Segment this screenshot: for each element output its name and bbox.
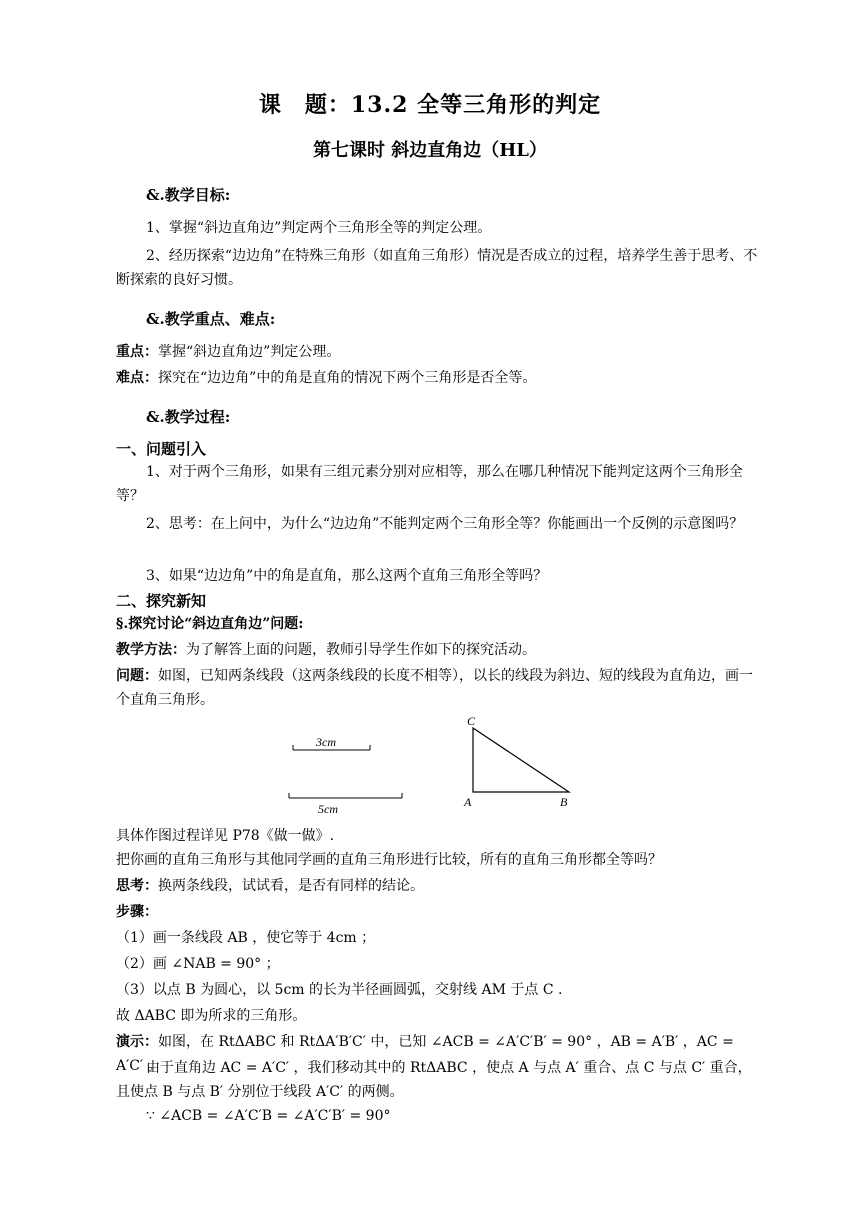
keypoint-focus <box>116 340 764 364</box>
section-keypoints-heading: &.教学重点、难点: <box>146 310 276 328</box>
right-triangle <box>473 728 569 792</box>
method-line <box>116 638 764 662</box>
demo-text: 如图，在 RtΔABC 和 RtΔA′B′C′ 中，已知 ∠ACB = ∠A′C′B′ = 90° ，AB = A′B′ ，AC = A′C′ 。 <box>116 1034 734 1074</box>
because-line: ∵ ∠ACB = ∠A′C′B = ∠A′C′B′ = 90° <box>146 1108 391 1124</box>
part1-item-1: 1、对于两个三角形，如果有三组元素分别对应相等，那么在哪几种情况下能判定这两个三角形全等？ <box>116 464 743 504</box>
lesson-title: 课 题：13.2 全等三角形的判定 <box>258 92 602 118</box>
vertex-b-label: B <box>560 795 568 809</box>
objective-item-2: 2、经历探索“边边角”在特殊三角形（如直角三角形）情况是否成立的过程，培养学生善于思考、不断探索的良好习惯。 <box>116 248 758 288</box>
part1-heading: 一、问题引入 <box>116 440 207 458</box>
part2-heading: 二、探究新知 <box>116 592 207 610</box>
question-label: 问题： <box>116 668 158 684</box>
method-text: 为了解答上面的问题，教师引导学生作如下的探究活动。 <box>186 642 536 658</box>
think-text: 换两条线段，试试看，是否有同样的结论。 <box>158 878 424 894</box>
section-process-heading: &.教学过程: <box>146 408 231 426</box>
part1-item-2: 2、思考：在上问中，为什么“边边角”不能判定两个三角形全等？你能画出一个反例的示意图吗？ <box>146 516 744 532</box>
focus-text: 掌握“斜边直角边”判定公理。 <box>158 344 341 360</box>
focus-label: 重点： <box>116 344 158 360</box>
reference-line: 具体作图过程详见 P78《做一做》. <box>116 828 335 844</box>
lesson-subtitle: 第七课时 斜边直角边（HL） <box>313 140 547 161</box>
steps-label: 步骤： <box>116 904 158 920</box>
section-objectives-heading: &.教学目标: <box>146 186 231 204</box>
difficulty-text: 探究在“边边角”中的角是直角的情况下两个三角形是否全等。 <box>158 370 537 386</box>
step-1: （1）画一条线段 AB ，使它等于 4cm ； <box>116 930 376 946</box>
method-label: 教学方法： <box>116 642 186 658</box>
objective-item-1: 1、掌握“斜边直角边”判定两个三角形全等的判定公理。 <box>146 220 492 236</box>
part2-subheading: §.探究讨论“斜边直角边”问题: <box>116 616 304 632</box>
part1-item-3: 3、如果“边边角”中的角是直角，那么这两个直角三角形全等吗？ <box>146 568 548 584</box>
compare-line: 把你画的直角三角形与其他同学画的直角三角形进行比较，所有的直角三角形都全等吗？ <box>116 852 662 868</box>
demo-continuation: 由于直角边 AC = A′C′ ，我们移动其中的 RtΔABC ，使点 A 与点 A′ 重合、点 C 与点 C′ 重合，且使点 B 与点 B′ 分别位于线段 A′C′ 的两侧。 <box>116 1060 752 1100</box>
triangle-figure <box>280 712 600 820</box>
keypoint-difficulty <box>116 366 764 390</box>
step-3: （3）以点 B 为圆心，以 5cm 的长为半径画圆弧，交射线 AM 于点 C . <box>116 982 563 998</box>
think-line <box>116 874 764 898</box>
difficulty-label: 难点： <box>116 370 158 386</box>
step-2: （2）画 ∠NAB = 90° ； <box>116 956 280 972</box>
think-label: 思考： <box>116 878 158 894</box>
vertex-c-label: C <box>467 714 476 728</box>
short-segment-label: 3cm <box>316 735 336 749</box>
step-conclusion: 故 ΔABC 即为所求的三角形。 <box>116 1008 307 1024</box>
question-text: 如图，已知两条线段（这两条线段的长度不相等），以长的线段为斜边、短的线段为直角边，画一个直角三角形。 <box>116 668 753 708</box>
long-segment-label: 5cm <box>318 802 338 816</box>
vertex-a-label: A <box>464 795 472 809</box>
question-line <box>116 664 764 712</box>
demo-label: 演示： <box>116 1034 158 1050</box>
